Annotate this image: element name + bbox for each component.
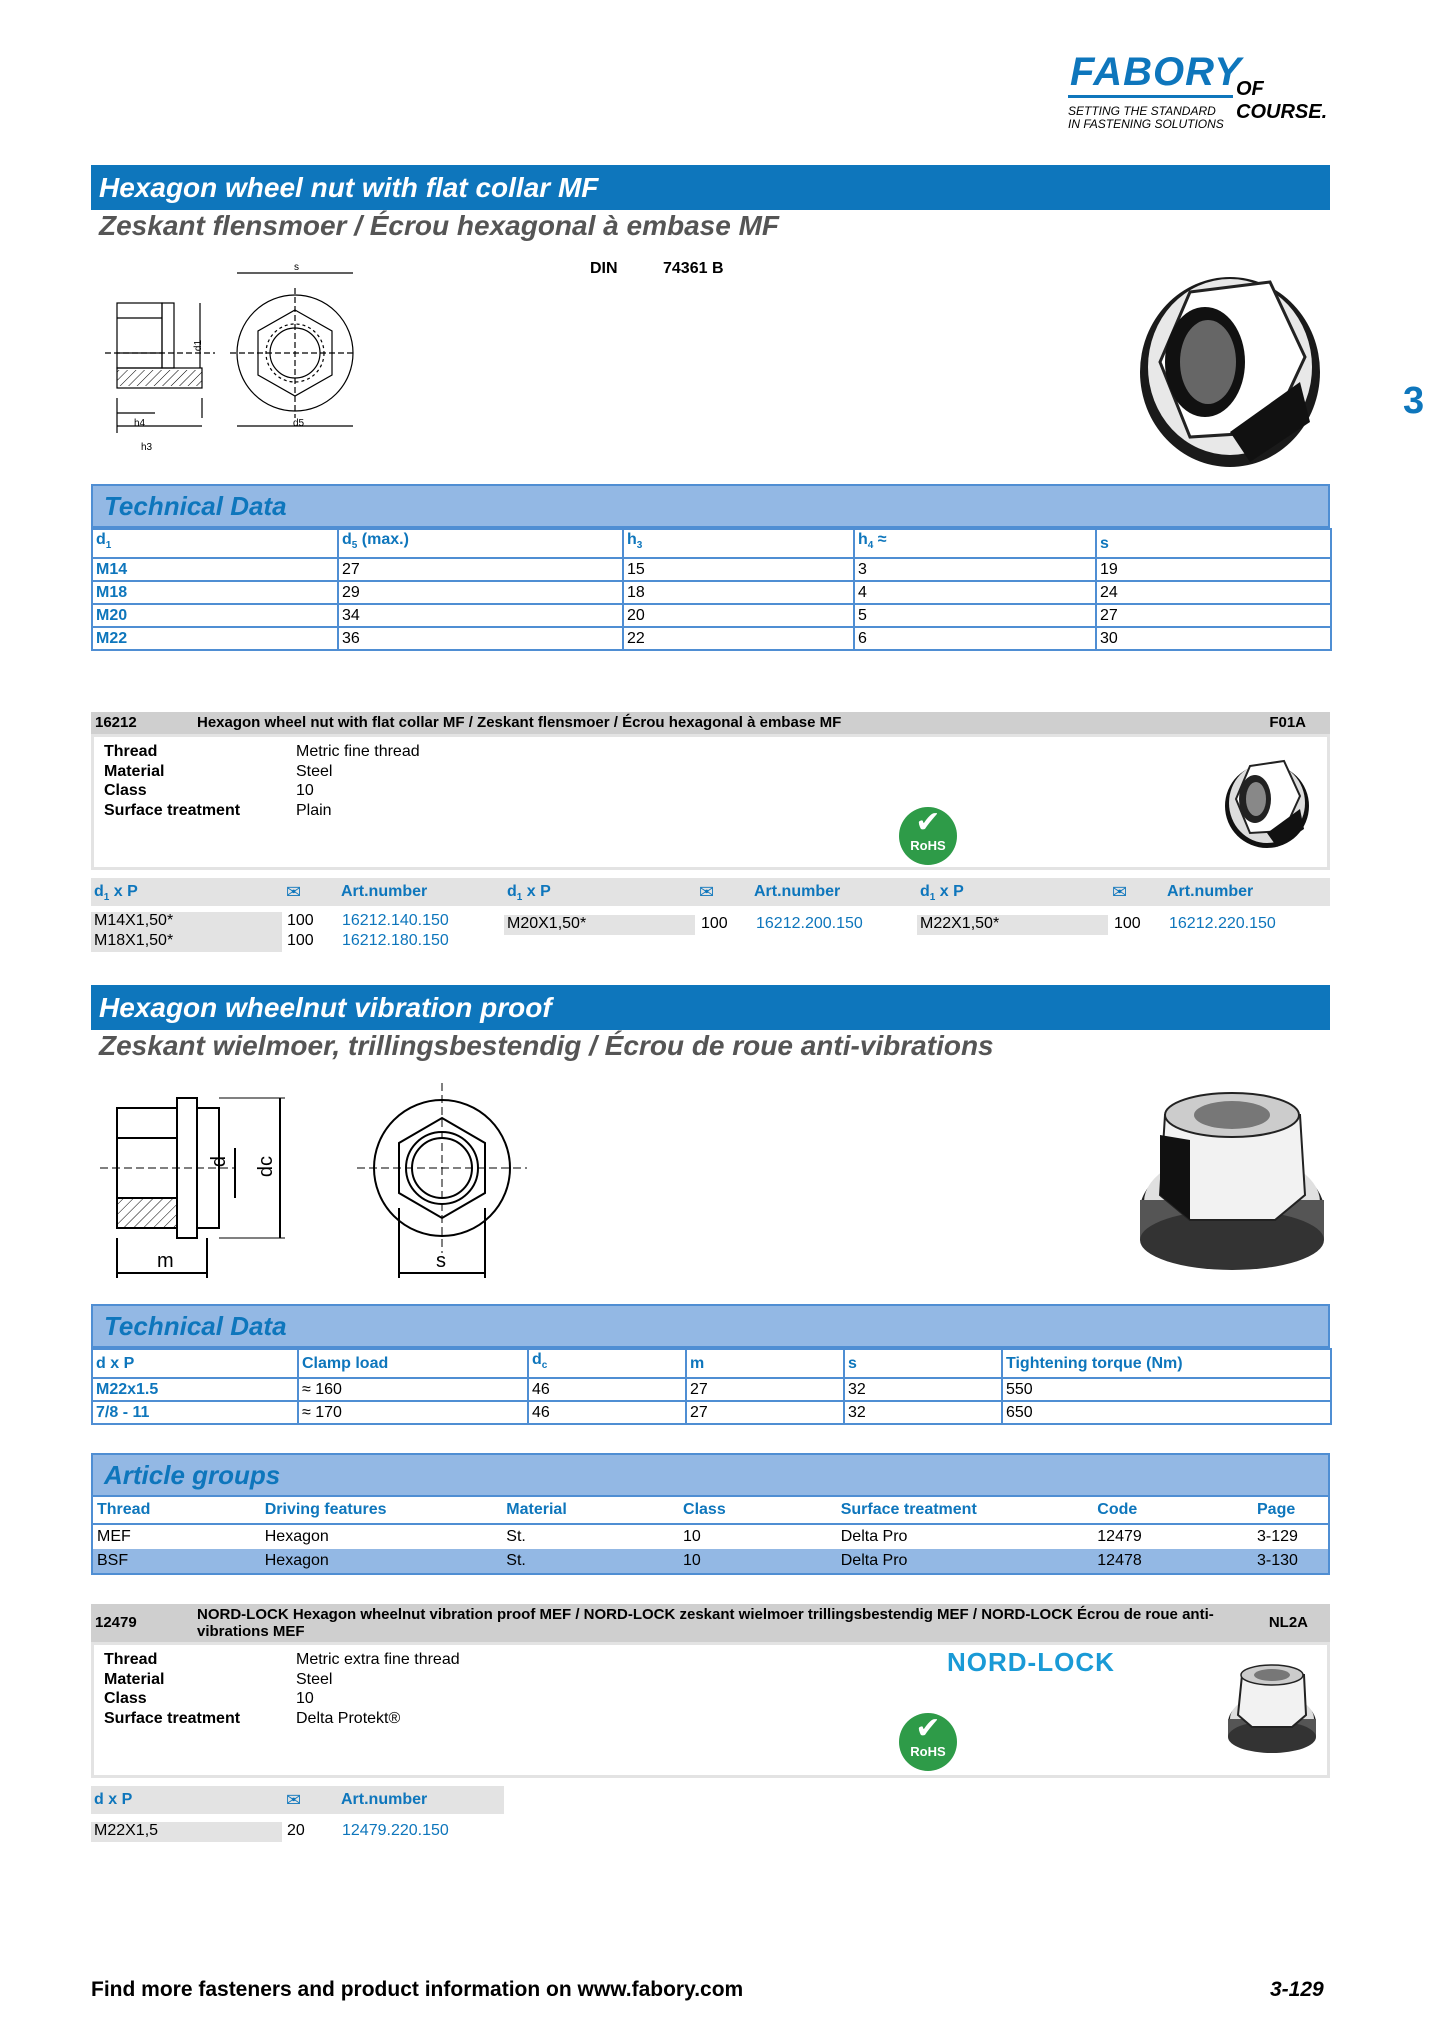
cell: Hexagon: [261, 1549, 503, 1574]
cell: 19: [1096, 558, 1331, 581]
product-description: Hexagon wheel nut with flat collar MF / Zeskant flensmoer / Écrou hexagonal à embase MF: [197, 714, 842, 731]
article-groups-table: [91, 1497, 1330, 1575]
order-qty: 100: [1114, 915, 1141, 932]
rohs-check-icon: ✔: [915, 806, 941, 839]
envelope-icon: ✉: [286, 1790, 302, 1810]
cell: 32: [844, 1401, 1002, 1424]
rohs-label: RoHS: [910, 838, 946, 853]
cell: 27: [1096, 604, 1331, 627]
cell: 10: [683, 1528, 701, 1545]
cell: 15: [623, 558, 854, 581]
col-m: m: [686, 1349, 844, 1378]
prop-label: Class: [104, 1690, 147, 1707]
cell: M20: [92, 604, 338, 627]
label-h3: h3: [141, 442, 153, 453]
order-size: M20X1,50*: [504, 915, 695, 935]
page-number: 3-129: [1270, 1978, 1324, 2001]
cell: St.: [502, 1549, 679, 1574]
table-row: [92, 1401, 1331, 1424]
prop-label: Thread: [104, 1651, 158, 1668]
article-number-link[interactable]: 16212.180.150: [342, 932, 449, 949]
table-row: [92, 627, 1331, 650]
prop-label: Surface treatment: [104, 802, 241, 819]
col-surface: Surface treatment: [837, 1497, 1094, 1524]
col-h3: $h_3$: [623, 529, 854, 558]
order-header-col1: [91, 878, 504, 906]
cell: 46: [528, 1401, 686, 1424]
product-16212-header: [91, 712, 1330, 734]
col-thread: Thread: [92, 1497, 261, 1524]
cell: 12478: [1093, 1549, 1253, 1574]
cell: MEF: [97, 1528, 131, 1545]
col-driving: Driving features: [261, 1497, 503, 1524]
prop-value: Metric fine thread: [296, 743, 420, 760]
order-qty: 100: [287, 912, 314, 929]
slogan-line1: SETTING THE STANDARD: [1068, 104, 1216, 118]
label-d1: d1: [193, 339, 205, 352]
brand-tagline: OF COURSE.: [1236, 78, 1328, 123]
product-family-code: F01A: [1269, 714, 1306, 731]
cell: 4: [854, 581, 1096, 604]
prop-value: 10: [296, 1690, 314, 1707]
cell: 29: [338, 581, 623, 604]
cell: 3-130: [1253, 1549, 1329, 1574]
prop-value: Metric extra fine thread: [296, 1651, 460, 1668]
col-torque: Tightening torque (Nm): [1002, 1349, 1331, 1378]
order-header-col3: [917, 878, 1330, 906]
table-row: [92, 581, 1331, 604]
section1-title: Hexagon wheel nut with flat collar MF: [91, 165, 1330, 210]
nut-thumbnail-2: [1226, 1661, 1318, 1757]
slogan-line2: IN FASTENING SOLUTIONS: [1068, 117, 1224, 131]
cell: 22: [623, 627, 854, 650]
col-class: Class: [679, 1497, 837, 1524]
product-code: 12479: [95, 1614, 137, 1631]
table-row: [92, 604, 1331, 627]
rohs-badge: [899, 1713, 957, 1771]
table-row: [92, 1378, 1331, 1401]
table-row: [92, 558, 1331, 581]
prop-label: Thread: [104, 743, 158, 760]
label-d5: d5: [293, 418, 305, 429]
label-dc: dc: [255, 1155, 278, 1178]
prop-value: Plain: [296, 802, 332, 819]
nut-thumbnail-1: [1222, 751, 1312, 851]
nut-photo-1: [1130, 262, 1330, 472]
article-number-link[interactable]: 16212.140.150: [342, 912, 449, 929]
col-dc: $d_c$: [528, 1349, 686, 1378]
table-row[interactable]: [92, 1549, 1329, 1574]
rohs-check-icon: ✔: [915, 1712, 941, 1745]
order-header-col2: [504, 878, 917, 906]
cell: 10: [679, 1549, 837, 1574]
label-h4: h4: [134, 418, 146, 429]
cell: 27: [338, 558, 623, 581]
section1-subtitle: Zeskant flensmoer / Écrou hexagonal à embase MF: [99, 210, 779, 241]
prop-value: Steel: [296, 1671, 333, 1688]
section2-title: Hexagon wheelnut vibration proof: [91, 985, 1330, 1030]
cell: 3: [854, 558, 1096, 581]
prop-value: 10: [296, 782, 314, 799]
cell: 46: [528, 1378, 686, 1401]
product-family-code: NL2A: [1268, 1614, 1308, 1631]
art-header: Art.number: [341, 1791, 428, 1808]
order-size: M18X1,50*: [91, 932, 282, 952]
art-header: Art.number: [1167, 883, 1254, 900]
art-header: Art.number: [341, 883, 428, 900]
product-code: 16212: [95, 714, 137, 731]
cell: Hexagon: [264, 1528, 329, 1545]
col-page: Page: [1253, 1497, 1329, 1524]
col-s: s: [844, 1349, 1002, 1378]
size-header: d x P: [94, 1791, 133, 1808]
cell: 7/8 - 11: [92, 1401, 298, 1424]
cell: ≈ 170: [298, 1401, 528, 1424]
col-s: s: [1096, 529, 1331, 558]
chapter-number: 3: [1403, 380, 1425, 422]
product-12479-header: [91, 1604, 1330, 1642]
order-header-12479: [91, 1786, 504, 1814]
label-s2: s: [436, 1250, 446, 1272]
order-size: M14X1,50*: [91, 912, 282, 932]
cell: 34: [338, 604, 623, 627]
prop-label: Surface treatment: [104, 1710, 241, 1727]
col-clamp-load: Clamp load: [298, 1349, 528, 1378]
cell: 550: [1002, 1378, 1331, 1401]
prop-label: Material: [104, 1671, 165, 1688]
section2-technical-table: [91, 1348, 1332, 1425]
brand-name: FABORY: [1070, 50, 1242, 94]
article-number-link[interactable]: 16212.200.150: [756, 915, 863, 932]
cell: 30: [1096, 627, 1331, 650]
rohs-badge: [899, 807, 957, 865]
cell: 36: [338, 627, 623, 650]
section2-technical-data-heading: Technical Data: [91, 1304, 1330, 1348]
cell: 27: [686, 1401, 844, 1424]
cell: 32: [844, 1378, 1002, 1401]
cell: Delta Pro: [837, 1549, 1094, 1574]
col-d1: $d_1$: [92, 529, 338, 558]
col-h4: $h_4$ ≈: [854, 529, 1096, 558]
fabory-logo: [1068, 50, 1348, 135]
cell: M14: [92, 558, 338, 581]
size-header: $d_1$ x P: [94, 883, 138, 904]
cell: ≈ 160: [298, 1378, 528, 1401]
size-header: $d_1$ x P: [920, 883, 964, 904]
art-header: Art.number: [754, 883, 841, 900]
col-dxp: d x P: [92, 1349, 298, 1378]
col-d5: $d_5$ (max.): [338, 529, 623, 558]
order-qty: 20: [287, 1822, 305, 1839]
label-s: s: [294, 262, 299, 273]
label-d: d: [208, 1155, 231, 1168]
cell: St.: [506, 1528, 526, 1545]
size-header: $d_1$ x P: [507, 883, 551, 904]
order-qty: 100: [701, 915, 728, 932]
order-size: M22X1,5: [91, 1822, 282, 1842]
prop-label: Material: [104, 763, 165, 780]
label-m: m: [157, 1250, 174, 1272]
product-12479-details: [91, 1642, 1330, 1778]
envelope-icon: ✉: [1112, 882, 1128, 902]
cell: M22: [92, 627, 338, 650]
article-number-link[interactable]: 12479.220.150: [342, 1822, 449, 1839]
cell: M22x1.5: [92, 1378, 298, 1401]
cell: 3-129: [1257, 1528, 1298, 1545]
cell: 27: [686, 1378, 844, 1401]
cell: Delta Pro: [840, 1528, 908, 1545]
prop-value: Delta Protekt®: [296, 1710, 401, 1727]
rohs-label: RoHS: [910, 1744, 946, 1759]
product-16212-details: [91, 734, 1330, 870]
article-groups-heading: Article groups: [91, 1453, 1330, 1497]
cell: 5: [854, 604, 1096, 627]
cell: 12479: [1097, 1528, 1142, 1545]
order-qty: 100: [287, 932, 314, 949]
col-code: Code: [1093, 1497, 1253, 1524]
product-description: NORD-LOCK Hexagon wheelnut vibration proof MEF / NORD-LOCK zeskant wielmoer trillingsbestendig MEF / NORD-LOCK Écrou de roue anti-vibrations MEF: [197, 1606, 1214, 1640]
nord-lock-logo: NORD-LOCK: [947, 1647, 1115, 1677]
cell: 24: [1096, 581, 1331, 604]
cell: 20: [623, 604, 854, 627]
article-number-link[interactable]: 16212.220.150: [1169, 915, 1276, 932]
table-row[interactable]: [92, 1524, 1329, 1549]
cell: 650: [1002, 1401, 1331, 1424]
cell: M18: [92, 581, 338, 604]
cell: BSF: [92, 1549, 261, 1574]
envelope-icon: ✉: [699, 882, 715, 902]
cell: 6: [854, 627, 1096, 650]
envelope-icon: ✉: [286, 882, 302, 902]
nut-photo-2: [1135, 1090, 1330, 1275]
prop-label: Class: [104, 782, 147, 799]
section1-technical-table: [91, 528, 1332, 651]
footer-text: Find more fasteners and product information on www.fabory.com: [91, 1978, 744, 2001]
section2-subtitle: Zeskant wielmoer, trillingsbestendig / Écrou de roue anti-vibrations: [99, 1030, 994, 1061]
cell: 18: [623, 581, 854, 604]
standard-value: 74361 B: [663, 260, 724, 277]
order-size: M22X1,50*: [917, 915, 1108, 935]
standard-label: DIN: [590, 260, 618, 277]
prop-value: Steel: [296, 763, 333, 780]
section1-technical-data-heading: Technical Data: [91, 484, 1330, 528]
col-material: Material: [502, 1497, 679, 1524]
